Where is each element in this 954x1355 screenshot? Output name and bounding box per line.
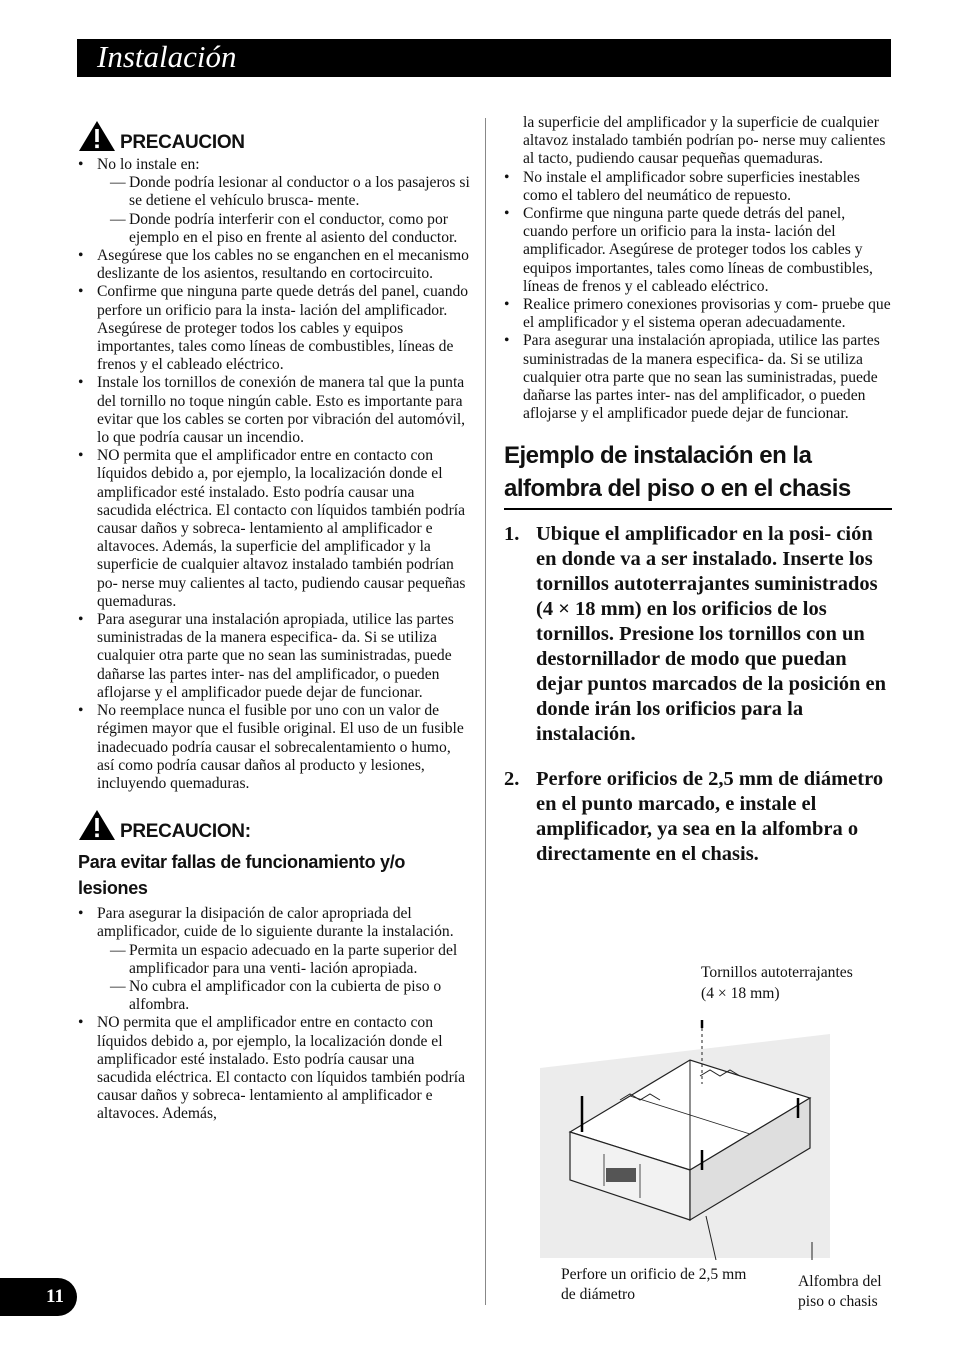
- sub-item: [97, 942, 470, 978]
- list-item: [504, 332, 892, 423]
- list-item-text: No reemplace nunca el fusible por uno con un valor de régimen mayor que el fusible original. El uso de un fusible inadecuado podría causar el sobrecalentamiento o humo, así como podría causar daños al producto y lesiones, incluyendo quemaduras.: [97, 702, 464, 792]
- figure-label-hole-diameter: de diámetro: [561, 1286, 636, 1303]
- sub-item: [97, 174, 470, 210]
- column-divider: [485, 118, 486, 1305]
- section-title: Ejemplo de instalación en la alfombra del piso o en el chasis: [504, 442, 851, 503]
- list-item-text: No instale el amplificador sobre superficies inestables como el tablero del neumático de repuesto.: [523, 168, 860, 204]
- list-item-text: Realice primero conexiones provisorias y com- pruebe que el amplificador y el sistema operan adecuadamente.: [523, 296, 891, 332]
- step-text: Perfore orificios de 2,5 mm de diámetro en el punto marcado, e instale el amplificador, ya sea en la alfombra o directamente en el chasis.: [536, 768, 884, 866]
- list-item: [78, 156, 470, 247]
- list-item: [504, 296, 892, 332]
- sub-item: [97, 211, 470, 247]
- sub-item-text: No cubra el amplificador con la cubierta de piso o alfombra.: [129, 977, 442, 1014]
- warning-triangle-icon: [78, 809, 116, 841]
- step-number: 1.: [504, 523, 520, 546]
- figure-label-hole: Perfore un orificio de 2,5 mm: [561, 1266, 747, 1283]
- warning-list-1: [78, 156, 470, 793]
- installation-steps: [504, 522, 892, 867]
- page-header: [77, 39, 891, 77]
- sub-item-text: Permita un espacio adecuado en la parte superior del amplificador para una venti- lación apropiada.: [129, 941, 458, 977]
- list-item: [78, 283, 470, 374]
- step-item: [504, 767, 892, 867]
- list-item: [78, 447, 470, 611]
- right-column: [504, 114, 892, 887]
- list-item: [504, 205, 892, 296]
- figure-label-screws: Tornillos autoterrajantes: [701, 964, 853, 981]
- list-item: [78, 1014, 470, 1123]
- sub-item: [97, 978, 470, 1014]
- list-item: [78, 611, 470, 702]
- warning-triangle-icon: [78, 120, 116, 152]
- list-item-text: Asegúrese que los cables no se enganchen en el mecanismo deslizante de los asientos, resultando en cortocircuito.: [97, 247, 469, 283]
- installation-figure: [540, 960, 910, 1320]
- step-text: Ubique el amplificador en la posi- ción en donde va a ser instalado. Inserte los tornillos autoterrajantes suministrados (4 × 18 mm) en los orificios de los tornillos. Presione los tornillos con un destornillador de modo que puedan dejar puntos marcados de la posición en donde irán los orificios para la instalación.: [536, 523, 887, 746]
- figure-label-chassis: piso o chasis: [798, 1293, 878, 1310]
- list-item: [78, 247, 470, 283]
- left-column: [78, 120, 470, 1124]
- page-number-tab: [0, 1278, 77, 1316]
- figure-label-carpet: Alfombra del: [798, 1273, 882, 1290]
- sub-item-dash: —: [110, 977, 126, 995]
- warning-list-2: [78, 905, 470, 1123]
- list-item-text: Confirme que ninguna parte quede detrás del panel, cuando perfore un orificio para la insta- lación del amplificador. Asegúrese de proteger todos los cables y equipos importantes, tales como líneas de combustibles, líneas de frenos y el cableado eléctrico.: [523, 205, 873, 295]
- warning-title-1: PRECAUCION: [120, 132, 245, 153]
- step-item: [504, 522, 892, 747]
- list-item-text: Instale los tornillos de conexión de manera tal que la punta del tornillo no toque ningún cable. Esto es importante para evitar que los cables se corten por vibración del automóvil, lo que podría causar un incendio.: [97, 374, 466, 447]
- sub-list: [97, 174, 470, 247]
- list-item: [78, 374, 470, 447]
- list-item-text: NO permita que el amplificador entre en contacto con líquidos debido a, por ejemplo, la localización donde el amplificador esté instalado. Esto podría causar una sacudida eléctrica. El contacto con líquidos también podría causar daños y sobreca- lentamiento al amplificador e altavoces. Además,: [97, 1014, 466, 1123]
- sub-item-dash: —: [110, 174, 126, 192]
- warning-heading-2: [78, 809, 470, 843]
- list-item-text: Confirme que ninguna parte quede detrás del panel, cuando perfore un orificio para la insta- lación del amplificador. Asegúrese de proteger todos los cables y equipos importantes, tales como líneas de combustibles, líneas de frenos y el cableado eléctrico.: [97, 283, 469, 374]
- sub-item-dash: —: [110, 210, 126, 228]
- page-title: Instalación: [97, 39, 237, 74]
- page-number: 11: [46, 1286, 64, 1307]
- step-number: 2.: [504, 768, 520, 791]
- list-item-text: Para asegurar una instalación apropiada, utilice las partes suministradas de la manera especifica- da. Si se utiliza cualquier otra parte que no sean las suministradas, puede dañarse las partes inter- nas del amplificador, o pueden aflojarse y el amplificador puede dejar de funcionar.: [97, 611, 454, 701]
- warning-subheading: Para evitar fallas de funcionamiento y/o lesiones: [78, 852, 406, 899]
- warning-heading-1: [78, 120, 470, 154]
- amplifier-illustration: [540, 1020, 840, 1260]
- terminal-block: [606, 1168, 636, 1182]
- list-item-text: Para asegurar la disipación de calor apropriada del amplificador, cuide de lo siguiente durante la instalación.: [97, 905, 454, 941]
- continued-paragraph: la superficie del amplificador y la superficie de cualquier altavoz instalado también podrían po- nerse muy calientes al tacto, pudiendo causar pequeñas quemaduras.: [523, 114, 886, 168]
- warning-title-2: PRECAUCION:: [120, 821, 251, 843]
- sub-item-dash: —: [110, 941, 126, 959]
- sub-list: [97, 942, 470, 1015]
- right-warning-list: [504, 169, 892, 424]
- list-item: [78, 702, 470, 793]
- list-item: [78, 905, 470, 1014]
- list-item-text: NO permita que el amplificador entre en contacto con líquidos debido a, por ejemplo, la localización donde el amplificador esté instalado. Esto podría causar una sacudida eléctrica. El contacto con líquidos también podría causar daños y sobreca- lentamiento al amplificador e altavoces. Además, la superficie del amplificador y la superficie de cualquier altavoz instalado también podrían po- nerse muy calientes al tacto, pudiendo causar pequeñas quemaduras.: [97, 447, 466, 610]
- list-item: [504, 169, 892, 205]
- figure-label-screws-size: (4 × 18 mm): [701, 985, 780, 1002]
- sub-item-text: Donde podría lesionar al conductor o a los pasajeros si se detiene el vehículo brusca- mente.: [129, 174, 470, 210]
- section-rule: [504, 508, 892, 510]
- list-item-text: Para asegurar una instalación apropiada, utilice las partes suministradas de la manera especifica- da. Si se utiliza cualquier otra parte que no sean las suministradas, puede dañarse las partes inter- nas del amplificador, o pueden aflojarse y el amplificador puede dejar de funcionar.: [523, 332, 880, 423]
- sub-item-text: Donde podría interferir con el conductor, como por ejemplo en el piso en frente al asiento del conductor.: [129, 210, 458, 246]
- list-item-text: No lo instale en:: [97, 156, 200, 173]
